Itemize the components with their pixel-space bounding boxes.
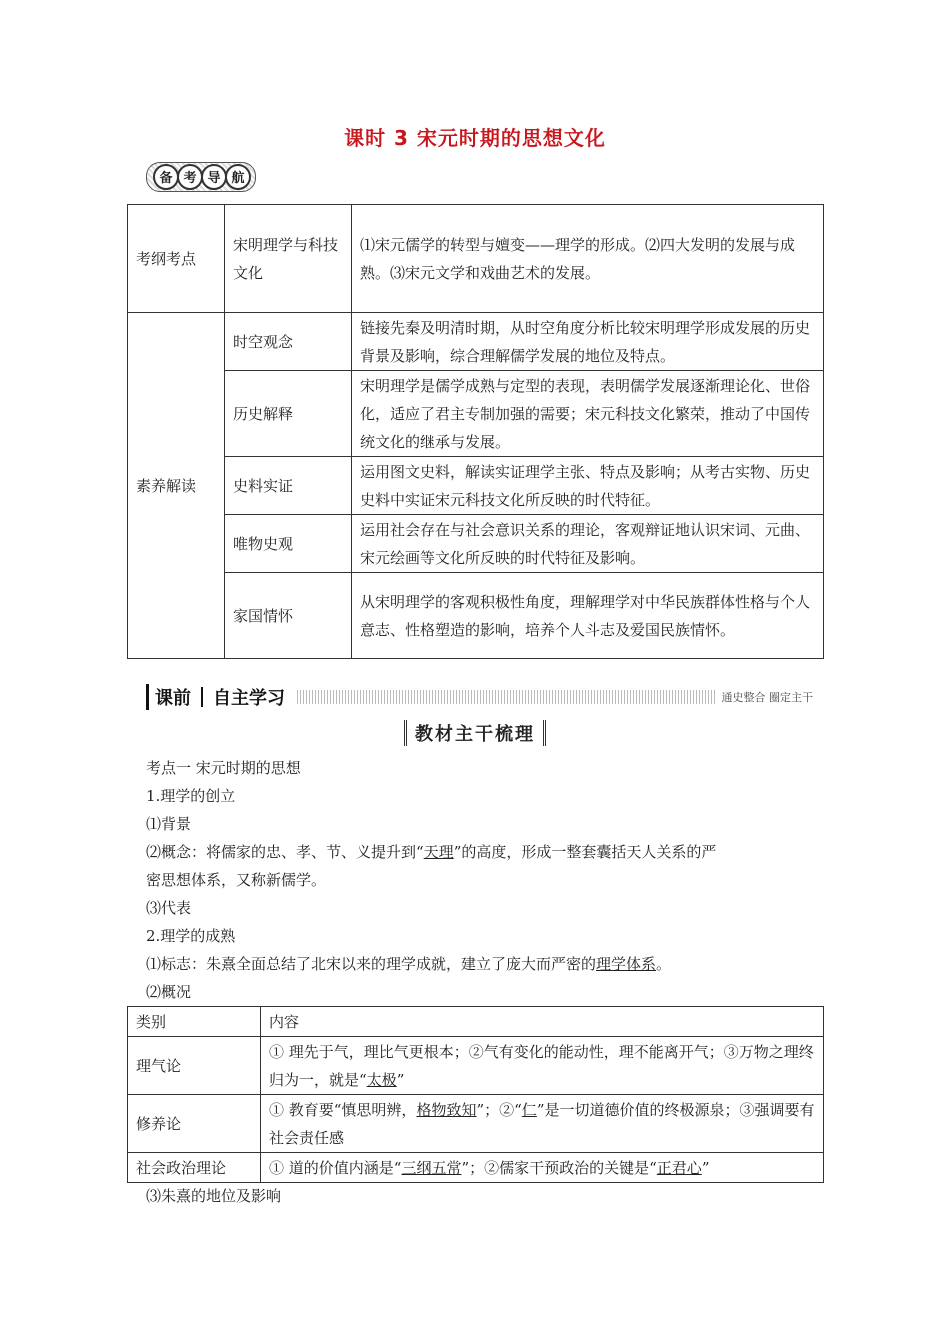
outline-label: 考纲考点: [128, 205, 225, 313]
point-heading: 考点一 宋元时期的思想: [146, 759, 301, 777]
row-name: 社会政治理论: [128, 1153, 261, 1183]
literacy-text: 链接先秦及明清时期，从时空角度分析比较宋明理学形成发展的历史背景及影响，综合理解儒学发展的地位及特点。: [352, 313, 824, 371]
section-subtitle: 通史整合 圈定主干: [721, 691, 813, 704]
exam-guide-table: [127, 204, 824, 659]
section-stripe: [297, 690, 716, 704]
row-key: 仁: [521, 1100, 537, 1119]
literacy-label: 素养解读: [128, 313, 225, 659]
mark-text: 。: [656, 955, 672, 973]
badge-char: 航: [225, 164, 251, 190]
literacy-name: 时空观念: [225, 313, 352, 371]
representative-line: ⑶代表: [146, 899, 192, 917]
literacy-text: 运用图文史料，解读实证理学主张、特点及影响；从考古实物、历史史料中实证宋元科技文化所反映的时代特征。: [352, 457, 824, 515]
exam-guide-badge: [146, 164, 256, 190]
badge-char: 考: [177, 164, 203, 190]
badge-char: 导: [201, 164, 227, 190]
mark-key: 理学体系: [596, 955, 657, 973]
background-line: ⑴背景: [146, 815, 192, 833]
row-name: 修养论: [128, 1095, 261, 1153]
mark-text: ⑴标志：朱熹全面总结了北宋以来的理学成就，建立了庞大而严密的: [146, 955, 597, 973]
row-text: ”；②“: [476, 1100, 522, 1119]
row-key: 格物致知: [416, 1100, 477, 1119]
concept-text: ⑵概念：将儒家的忠、孝、节、义提升到“: [146, 843, 424, 861]
row-text: ① 理先于气，理比气更根本；②气有变化的能动性，理不能离开气；③万物之理终归为一，就是“: [269, 1042, 814, 1089]
page-title: 课时 3 宋元时期的思想文化: [344, 126, 606, 150]
row-content: [261, 1153, 824, 1183]
row-name: 理气论: [128, 1037, 261, 1095]
literacy-text: 宋明理学是儒学成熟与定型的表现，表明儒学发展逐渐理论化、世俗化，适应了君主专制加强的需要；宋元科技文化繁荣，推动了中国传统文化的继承与发展。: [352, 371, 824, 457]
overview-line: ⑵概况: [146, 983, 192, 1001]
heading-1: 1.理学的创立: [146, 787, 236, 805]
row-key: 太极: [366, 1070, 397, 1089]
literacy-name: 史料实证: [225, 457, 352, 515]
literacy-name: 历史解释: [225, 371, 352, 457]
concept-key: 天理: [423, 843, 454, 861]
col-head: 内容: [261, 1007, 824, 1037]
row-text: ”；②儒家干预政治的关键是“: [461, 1158, 657, 1177]
row-key: 正君心: [656, 1158, 702, 1177]
badge-char: 备: [153, 164, 179, 190]
row-content: [261, 1095, 824, 1153]
concept-text: ”的高度，形成一整套囊括天人关系的严: [453, 843, 717, 861]
section-label-pre: 课前: [146, 684, 197, 710]
textbook-outline-title: [0, 720, 950, 746]
literacy-name: 唯物史观: [225, 515, 352, 573]
outline-topic: 宋明理学与科技文化: [225, 205, 352, 313]
row-content: [261, 1037, 824, 1095]
section-divider: [201, 687, 203, 707]
zhuxi-status-line: ⑶朱熹的地位及影响: [146, 1187, 282, 1205]
outline-content: ⑴宋元儒学的转型与嬗变——理学的形成。⑵四大发明的发展与成熟。⑶宋元文学和戏曲艺术的发展。: [352, 205, 824, 313]
mark-line: [146, 950, 826, 978]
row-key: 三纲五常: [401, 1158, 462, 1177]
section-label-self-study: 自主学习: [213, 688, 285, 709]
literacy-text: 从宋明理学的客观积极性角度，理解理学对中华民族群体性格与个人意志、性格塑造的影响，培养个人斗志及爱国民族情怀。: [352, 573, 824, 659]
textbook-outline-text: 教材主干梳理: [404, 720, 546, 746]
row-text: ”: [701, 1158, 710, 1177]
zhuxi-thought-table: [127, 1006, 824, 1183]
row-text: ① 教育要“慎思明辨，: [269, 1100, 417, 1119]
row-text: ”: [396, 1070, 405, 1089]
literacy-text: 运用社会存在与社会意识关系的理论，客观辩证地认识宋词、元曲、宋元绘画等文化所反映的时代特征及影响。: [352, 515, 824, 573]
row-text: ”是一切道德价值的终极源泉；③强调要有社会责任感: [269, 1100, 815, 1147]
section-bar: [146, 686, 813, 708]
literacy-name: 家国情怀: [225, 573, 352, 659]
concept-line-2: 密思想体系，又称新儒学。: [146, 871, 327, 889]
col-head: 类别: [128, 1007, 261, 1037]
heading-2: 2.理学的成熟: [146, 927, 236, 945]
row-text: ① 道的价值内涵是“: [269, 1158, 402, 1177]
concept-line: [146, 838, 826, 866]
